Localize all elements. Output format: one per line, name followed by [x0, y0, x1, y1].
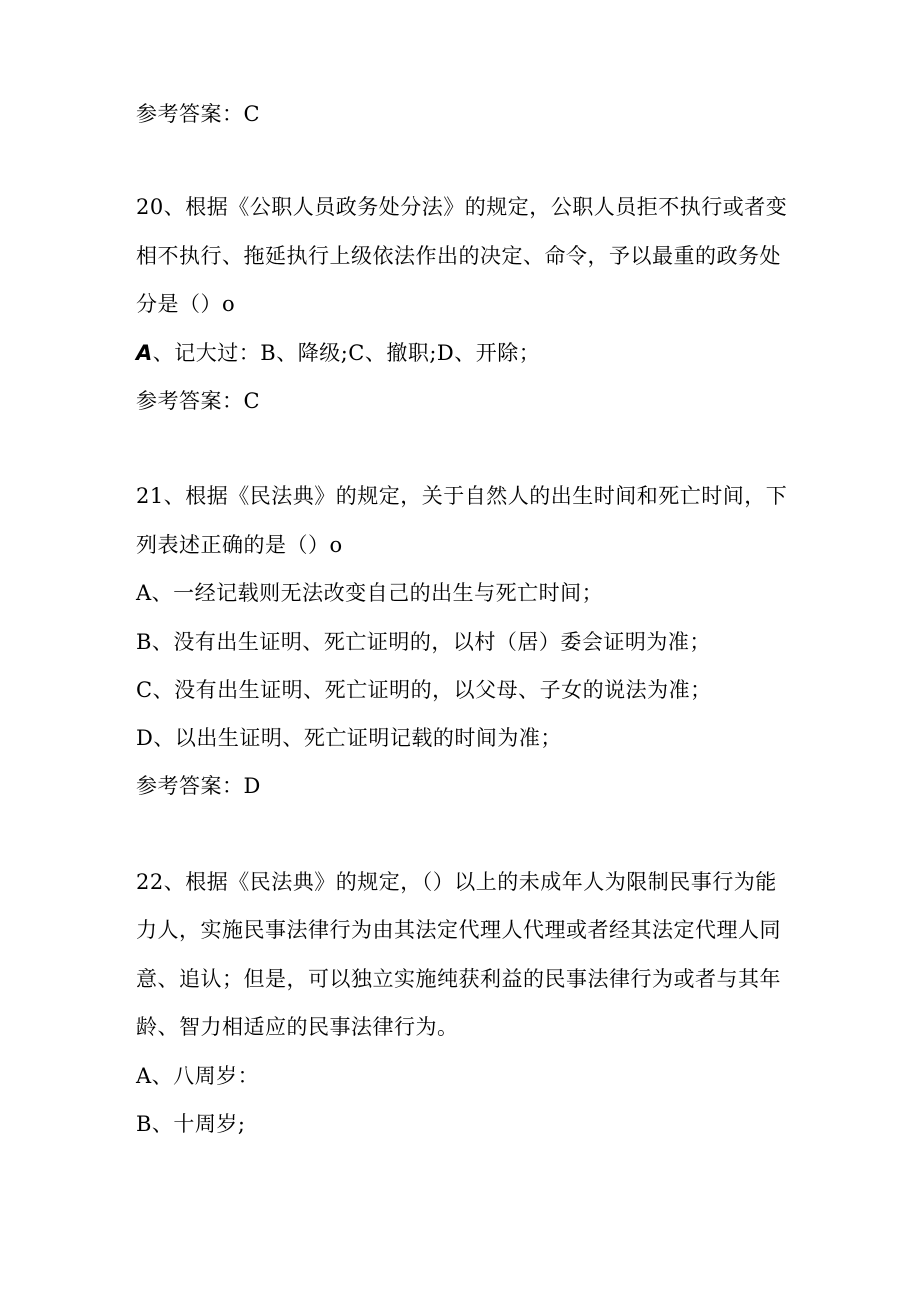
q20-options-text: 、记大过：B、降级;C、撤职;D、开除； [152, 341, 541, 365]
answer-prev: 参考答案：C [136, 102, 261, 126]
q21-line-2: 列表述正确的是（）o [136, 533, 343, 557]
q21-option-b: B、没有出生证明、死亡证明的，以村（居）委会证明为准； [136, 630, 711, 654]
q22-option-a: A、八周岁： [136, 1064, 260, 1088]
q22-line-4: 龄、智力相适应的民事法律行为。 [136, 1015, 459, 1039]
q21-option-c: C、没有出生证明、死亡证明的，以父母、子女的说法为准； [136, 678, 712, 702]
q22-line-2: 力人，实施民事法律行为由其法定代理人代理或者经其法定代理人同 [136, 918, 781, 942]
q20-line-2: 相不执行、拖延执行上级依法作出的决定、命令，予以最重的政务处 [136, 244, 781, 268]
q20-line-3: 分是（）o [136, 292, 236, 316]
q20-options [136, 338, 540, 368]
q20-answer: 参考答案：C [136, 389, 261, 413]
q21-option-a: A、一经记载则无法改变自己的出生与死亡时间； [136, 581, 604, 605]
q22-option-b: B、十周岁; [136, 1112, 246, 1136]
q21-line-1: 21、根据《民法典》的规定，关于自然人的出生时间和死亡时间，下 [136, 484, 788, 508]
q21-option-d: D、以出生证明、死亡证明记载的时间为准； [136, 726, 562, 750]
q22-line-1: 22、根据《民法典》的规定，（）以上的未成年人为限制民事行为能 [136, 870, 777, 894]
q20-line-1: 20、根据《公职人员政务处分法》的规定，公职人员拒不执行或者变 [136, 195, 788, 219]
q20-option-a-letter: A [136, 341, 153, 365]
q21-answer: 参考答案：D [136, 774, 261, 798]
q22-line-3: 意、追认；但是，可以独立实施纯获利益的民事法律行为或者与其年 [136, 967, 781, 991]
